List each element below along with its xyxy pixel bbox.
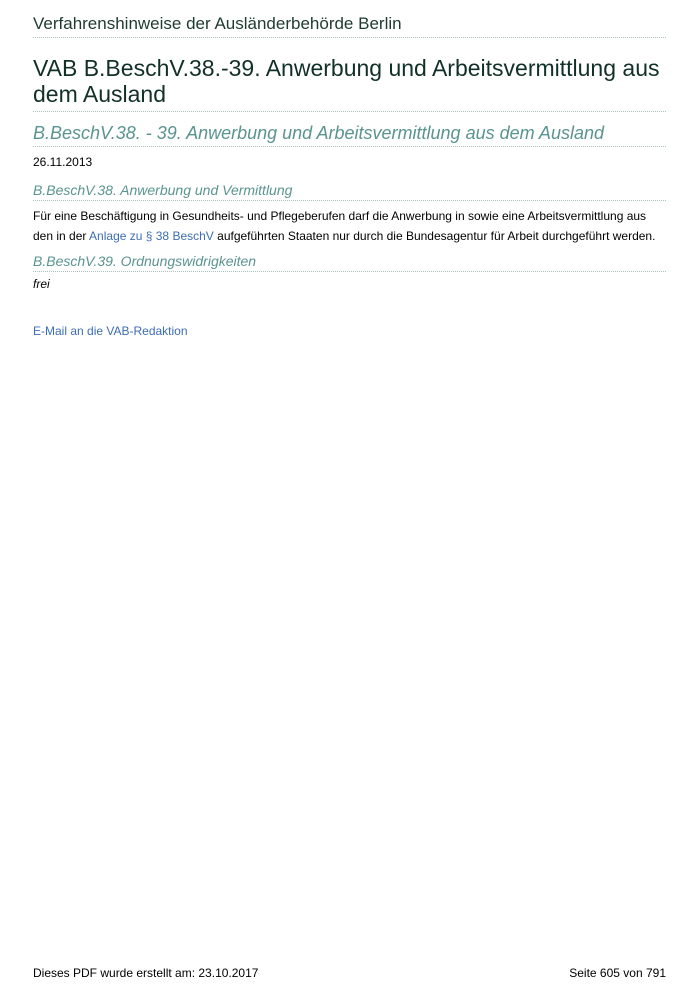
email-editorial-link[interactable]: E-Mail an die VAB-Redaktion — [33, 324, 188, 338]
subsection-title-38: B.BeschV.38. Anwerbung und Vermittlung — [33, 181, 666, 201]
footer-page-number: Seite 605 von 791 — [569, 966, 666, 980]
subsection-text-38 — [33, 206, 666, 246]
paragraph-text-end: aufgeführten Staaten nur durch die Bundesagentur für Arbeit durchgeführt werden. — [213, 229, 656, 243]
page-content — [33, 0, 666, 340]
footer-created-date: Dieses PDF wurde erstellt am: 23.10.2017 — [33, 966, 259, 980]
subsection-title-39: B.BeschV.39. Ordnungswidrigkeiten — [33, 252, 666, 272]
paragraph-text-start: Für eine Beschäftigung in Gesundheits- und Pflegeberufen darf die Anwerbung in sowie eine Arbeitsvermittlung aus den in der — [33, 209, 647, 243]
section-title: B.BeschV.38. - 39. Anwerbung und Arbeitsvermittlung aus dem Ausland — [33, 122, 666, 147]
anlage-beschv-link[interactable]: Anlage zu § 38 BeschV — [89, 229, 214, 243]
document-title: VAB B.BeschV.38.-39. Anwerbung und Arbeitsvermittlung aus dem Ausland — [33, 55, 666, 112]
subsection-text-39: frei — [33, 277, 50, 291]
site-header: Verfahrenshinweise der Ausländerbehörde Berlin — [33, 0, 666, 38]
document-date: 26.11.2013 — [33, 155, 93, 169]
